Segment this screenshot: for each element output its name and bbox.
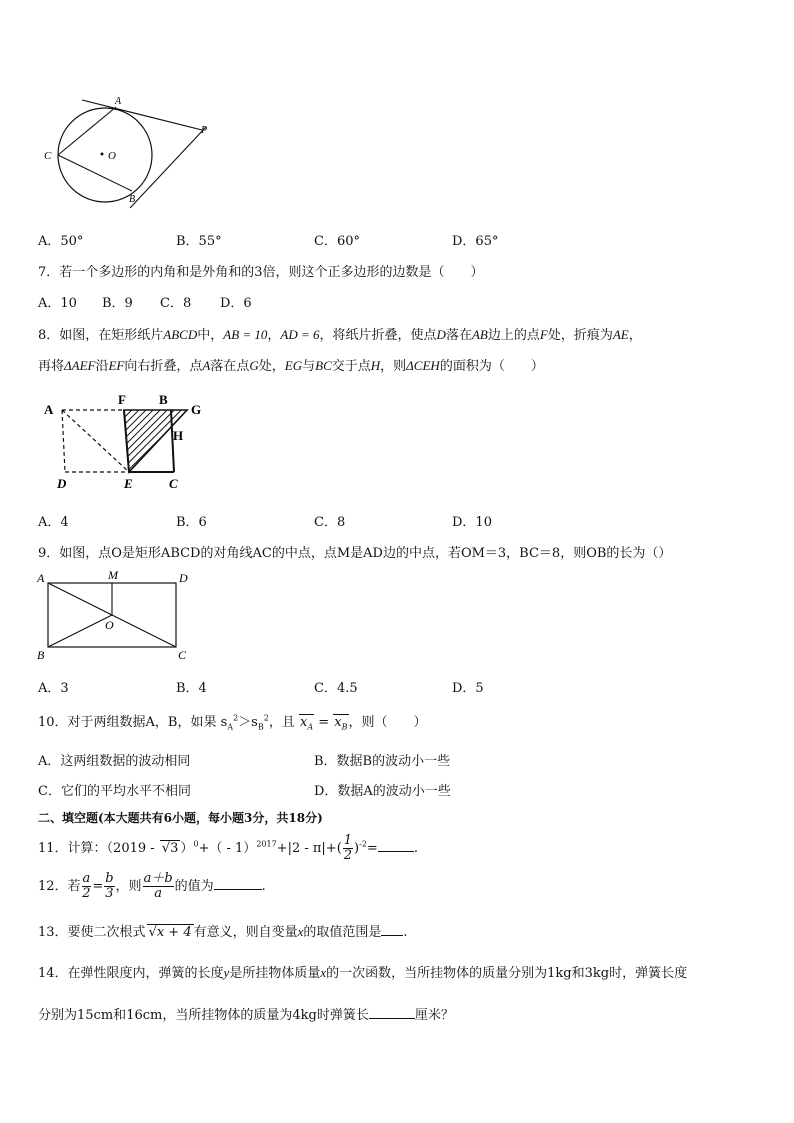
q6-option-d: D．65° xyxy=(452,234,499,249)
q9-option-b: B．4 xyxy=(176,681,207,696)
q8-figure xyxy=(40,388,220,492)
label-e: E xyxy=(124,476,133,491)
q9-option-a: A．3 xyxy=(38,681,69,696)
label-d: D xyxy=(179,571,188,585)
q7-option-a: A．10 xyxy=(38,296,77,311)
q10-option-c: C．它们的平均水平不相同 xyxy=(38,784,191,799)
q8-stem-line2: 再将ΔAEF沿EF向右折叠，点A落在点G处，EG与BC交于点H，则ΔCEH的面积为（ ） xyxy=(38,358,544,374)
chord-ca xyxy=(58,107,116,155)
q8-stem-line1: 8．如图，在矩形纸片ABCD中，AB = 10，AD = 6，将纸片折叠，使点D落在AB边上的点F处，折痕为AE， xyxy=(38,327,642,343)
q6-option-c: C．60° xyxy=(314,234,360,249)
label-a: A xyxy=(115,96,122,107)
label-g: G xyxy=(191,402,202,417)
q7-option-b: B．9 xyxy=(102,296,133,311)
dash-ad xyxy=(62,410,65,472)
dash-ae xyxy=(62,410,129,472)
q12-answer-blank xyxy=(214,889,262,890)
q12-stem: 12．若 $\frac{a}{2}$ = $\frac{b}{3}$ ，则 $\frac{a+b}{a}$ 的值为 . xyxy=(38,871,266,901)
label-b: B xyxy=(159,392,168,407)
label-d: D xyxy=(57,476,67,491)
label-f: F xyxy=(118,392,126,407)
q8-option-c: C．8 xyxy=(314,515,346,530)
label-b: B xyxy=(37,648,45,662)
q11-answer-blank xyxy=(378,851,414,852)
label-o: O xyxy=(105,618,114,632)
tangent-pb xyxy=(130,127,206,208)
q11-stem: 11．计算：（2019 - √3 ）$^0$+（ - 1）$^{2017}$+|2 - π|+( $\frac{1}{2}$ )$^{-2}$= . xyxy=(38,833,418,863)
q14-stem-line2: 分别为15cm和16cm，当所挂物体的质量为4kg时弹簧长 厘米？ xyxy=(38,1008,454,1023)
label-p: P xyxy=(201,125,208,136)
q14-answer-blank xyxy=(369,1018,415,1019)
q10-option-a: A．这两组数据的波动相同 xyxy=(38,754,191,769)
label-a: A xyxy=(44,402,54,417)
q7-option-c: C．8 xyxy=(160,296,192,311)
label-a: A xyxy=(37,571,45,585)
label-c: C xyxy=(178,648,187,662)
q8-option-b: B．6 xyxy=(176,515,207,530)
q9-option-d: D．5 xyxy=(452,681,484,696)
q14-stem-line1: 14．在弹性限度内，弹簧的长度y是所挂物体质量x的一次函数，当所挂物体的质量分别为1kg和3kg时，弹簧长度 xyxy=(38,965,688,981)
q8-option-d: D．10 xyxy=(452,515,492,530)
section-heading: 二、填空题(本大题共有6小题，每小题3分，共18分) xyxy=(38,811,323,825)
q13-stem: 13．要使二次根式 √x + 4 有意义，则自变量x的取值范围是 . xyxy=(38,924,408,940)
label-c: C xyxy=(169,476,178,491)
label-h: H xyxy=(173,428,184,443)
q10-stem: 10．对于两组数据A，B，如果 $s_A^2>s_B^2$，且 $x_A = x_B$，则（ ） xyxy=(38,713,427,732)
q9-figure xyxy=(34,566,204,662)
q8-option-a: A．4 xyxy=(38,515,69,530)
circle-o xyxy=(58,108,152,202)
q7-option-d: D．6 xyxy=(220,296,252,311)
label-m: M xyxy=(108,568,118,582)
q9-stem: 9．如图，点O是矩形ABCD的对角线AC的中点，点M是AD边的中点，若OM＝3，BC＝8，则OB的长为（） xyxy=(38,546,672,561)
q9-option-c: C．4.5 xyxy=(314,681,358,696)
label-c: C xyxy=(44,150,52,162)
label-o: O xyxy=(108,150,116,162)
q13-answer-blank xyxy=(381,935,403,936)
label-b: B xyxy=(129,194,136,205)
center-dot xyxy=(101,153,104,156)
q10-option-d: D．数据A的波动小一些 xyxy=(314,784,451,799)
q6-option-a: A．50° xyxy=(38,234,84,249)
q6-option-b: B．55° xyxy=(176,234,222,249)
segment-ob xyxy=(48,615,112,647)
q10-option-b: B．数据B的波动小一些 xyxy=(314,754,451,769)
q7-stem: 7．若一个多边形的内角和是外角和的3倍，则这个正多边形的边数是（ ） xyxy=(38,265,484,280)
q6-figure xyxy=(38,92,218,214)
